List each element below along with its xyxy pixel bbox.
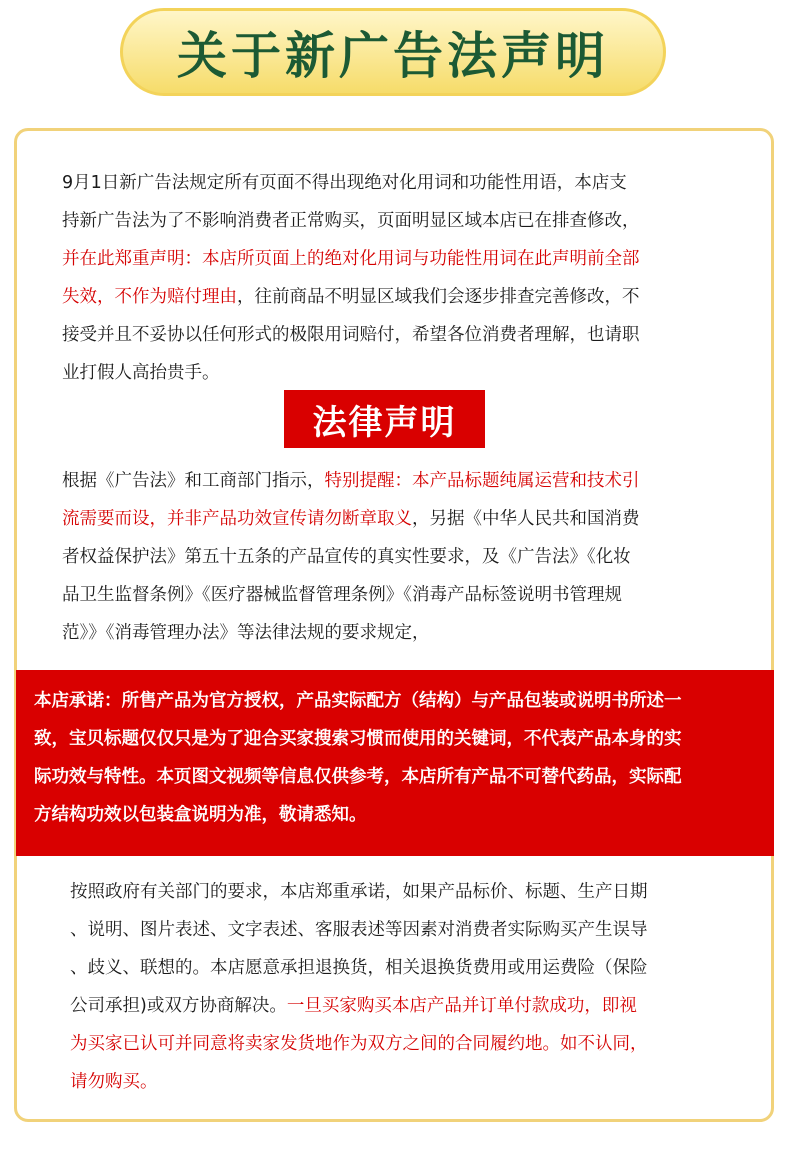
text-line bbox=[70, 873, 730, 911]
highlighted-text: 一旦买家购买本店产品并订单付款成功，即视 bbox=[286, 996, 637, 1016]
intro-paragraph bbox=[62, 164, 722, 392]
text-line bbox=[62, 278, 722, 316]
text-line: 致，宝贝标题仅仅只是为了迎合买家搜索习惯而使用的关键词，不代表产品本身的实 bbox=[34, 729, 682, 749]
text-line bbox=[70, 949, 730, 987]
text-line bbox=[62, 240, 722, 278]
body-text: 持新广告法为了不影响消费者正常购买，页面明显区域本店已在排查修改， bbox=[62, 211, 640, 231]
text-line bbox=[70, 987, 730, 1025]
highlighted-text: 并在此郑重声明：本店所页面上的绝对化用词与功能性用词在此声明前全部 bbox=[62, 249, 640, 269]
body-text: 范》》《消毒管理办法》等法律法规的要求规定， bbox=[62, 623, 430, 643]
text-line bbox=[70, 1025, 730, 1063]
text-line bbox=[70, 911, 730, 949]
promise-paragraph bbox=[34, 682, 766, 834]
text-line: 本店承诺：所售产品为官方授权，产品实际配方（结构）与产品包装或说明书所述一 bbox=[34, 691, 682, 711]
highlighted-text: 失效，不作为赔付理由 bbox=[62, 287, 237, 307]
text-line: 际功效与特性。本页图文视频等信息仅供参考，本店所有产品不可替代药品，实际配 bbox=[34, 767, 682, 787]
text-line bbox=[62, 202, 722, 240]
body-text: ，另据《中华人民共和国消费 bbox=[412, 509, 640, 529]
text-line bbox=[62, 614, 722, 652]
body-text: 公司承担)或双方协商解决。 bbox=[70, 996, 287, 1016]
body-text: 根据《广告法》和工商部门指示， bbox=[62, 471, 325, 491]
text-line bbox=[62, 500, 722, 538]
body-text: 9月1日新广告法规定所有页面不得出现绝对化用词和功能性用语，本店支 bbox=[62, 173, 627, 193]
body-text: 、歧义、联想的。本店愿意承担退换货，相关退换货费用或用运费险（保险 bbox=[70, 958, 648, 978]
text-line bbox=[62, 576, 722, 614]
body-text: ，往前商品不明显区域我们会逐步排查完善修改，不 bbox=[237, 287, 640, 307]
text-line: 方结构功效以包装盒说明为准，敬请悉知。 bbox=[34, 805, 367, 825]
highlighted-text: 特别提醒：本产品标题纯属运营和技术引 bbox=[324, 471, 640, 491]
legal-heading-box bbox=[284, 390, 485, 448]
legal-heading: 法律声明 bbox=[312, 402, 457, 443]
text-line bbox=[62, 164, 722, 202]
text-line bbox=[62, 538, 722, 576]
body-text: 接受并且不妥协以任何形式的极限用词赔付，希望各位消费者理解，也请职 bbox=[62, 325, 640, 345]
legal-paragraph bbox=[62, 462, 722, 652]
text-line bbox=[62, 354, 722, 392]
title-banner bbox=[120, 8, 666, 96]
commitment-paragraph bbox=[70, 873, 730, 1101]
text-line bbox=[70, 1063, 730, 1101]
text-line bbox=[62, 316, 722, 354]
body-text: 品卫生监督条例》《医疗器械监督管理条例》《消毒产品标签说明书管理规 bbox=[62, 585, 622, 605]
body-text: 按照政府有关部门的要求，本店郑重承诺，如果产品标价、标题、生产日期 bbox=[70, 882, 648, 902]
highlighted-text: 流需要而设，并非产品功效宣传请勿断章取义 bbox=[62, 509, 412, 529]
body-text: 、说明、图片表述、文字表述、客服表述等因素对消费者实际购买产生误导 bbox=[70, 920, 648, 940]
highlighted-text: 请勿购买。 bbox=[70, 1072, 158, 1092]
page-title: 关于新广告法声明 bbox=[177, 27, 609, 85]
text-line bbox=[62, 462, 722, 500]
highlighted-text: 为买家已认可并同意将卖家发货地作为双方之间的合同履约地。如不认同， bbox=[70, 1034, 648, 1054]
body-text: 业打假人高抬贵手。 bbox=[62, 363, 220, 383]
body-text: 者权益保护法》第五十五条的产品宣传的真实性要求，及《广告法》《化妆 bbox=[62, 547, 631, 567]
